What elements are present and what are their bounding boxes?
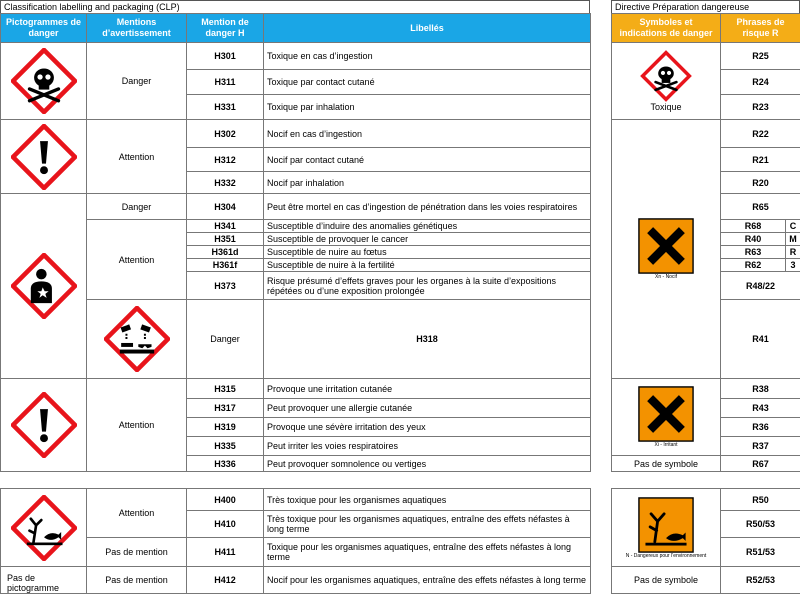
toxique-symbol-icon [640,50,692,102]
r-code: R25 [721,43,800,70]
h-label: Nocif en cas d’ingestion [264,120,591,148]
cmr-letter: 3 [786,259,800,272]
dpd-table [611,13,800,594]
table-row [1,379,591,399]
r-code: R36 [721,418,800,437]
table-row [1,43,591,70]
table-row [1,300,591,379]
no-symbol-label: Pas de symbole [612,456,721,472]
h-code: H304 [187,194,264,220]
health-hazard-icon [11,253,77,319]
xn-nocif-icon [638,218,694,274]
r-code: R20 [721,172,800,194]
h-code: H301 [187,43,264,70]
h-code: H315 [187,379,264,399]
xi-irritant-icon [638,386,694,442]
signal-word: Attention [87,379,187,472]
r-code: R22 [721,120,800,148]
header-pictogrammes: Pictogrammes de danger [1,14,87,43]
table-row [1,567,591,594]
h-label: Nocif par inhalation [264,172,591,194]
r-code: R67 [721,456,800,472]
r-code: R24 [721,70,800,95]
h-label: Susceptible de nuire à la fertilité [264,259,591,272]
h-code: H351 [187,233,264,246]
header-phrases: Phrases de risque R [721,14,800,43]
h-code: H411 [187,538,264,567]
h-label: Susceptible de nuire au fœtus [264,246,591,259]
h-label: Peut provoquer somnolence ou vertiges [264,456,591,472]
r-code: R23 [721,95,800,120]
h-label: Risque présumé d’effets graves pour les organes à la suite d’expositions répétées ou d’une exposition prolongée [264,272,591,300]
h-label: Provoque une irritation cutanée [264,379,591,399]
h-code: H410 [187,511,264,538]
h-label: Toxique en cas d’ingestion [264,43,591,70]
h-code: H318 [264,300,591,379]
r-code: R68 [721,220,786,233]
signal-word: Danger [87,194,187,220]
table-row [1,194,591,220]
h-code: H336 [187,456,264,472]
h-code: H302 [187,120,264,148]
r-code: R65 [721,194,800,220]
xn-caption: Xn - Nocif [655,274,677,280]
n-caption: N - Dangereux pour l’environnement [625,552,707,559]
table-row [1,489,591,511]
r-code: R40 [721,233,786,246]
table-row [612,43,800,70]
r-code: R52/53 [721,567,800,594]
cmr-letter: M [786,233,800,246]
signal-word: Pas de mention [87,538,187,567]
dpd-title: Directive Préparation dangereuse [611,0,800,13]
exclamation-mark-icon [11,392,77,458]
r-code: R38 [721,379,800,399]
signal-word: Danger [187,300,264,379]
symbol-cell [612,43,721,120]
symbol-cell [612,379,721,456]
h-label: Peut être mortel en cas d’ingestion de pénétration dans les voies respiratoires [264,194,591,220]
pictogram-cell [1,120,87,194]
h-label: Nocif par contact cutané [264,148,591,172]
r-code: R62 [721,259,786,272]
skull-crossbones-icon [11,48,77,114]
cmr-letter: R [786,246,800,259]
r-code: R50 [721,489,800,511]
h-label: Très toxique pour les organismes aquatiques, entraîne des effets néfastes à long terme [264,511,591,538]
h-label: Toxique par inhalation [264,95,591,120]
h-code: H400 [187,489,264,511]
cmr-letter: C [786,220,800,233]
clp-table [0,13,591,594]
header-mentions: Mentions d’avertissement [87,14,187,43]
h-code: H312 [187,148,264,172]
h-label: Très toxique pour les organismes aquatiques [264,489,591,511]
xi-caption: Xi - Irritant [654,442,678,448]
table-separator [1,472,591,489]
no-symbol-label: Pas de symbole [612,567,721,594]
signal-word: Attention [87,489,187,538]
no-pictogram-label: Pas de pictogramme [1,567,87,594]
r-code: R50/53 [721,511,800,538]
h-code: H331 [187,95,264,120]
r-code: R43 [721,399,800,418]
symbol-cell [612,120,721,379]
clp-title: Classification labelling and packaging (CLP) [0,0,590,13]
h-label: Nocif pour les organismes aquatiques, entraîne des effets néfastes à long terme [264,567,591,594]
signal-word: Pas de mention [87,567,187,594]
h-code: H412 [187,567,264,594]
pictogram-cell [1,43,87,120]
h-label: Toxique pour les organismes aquatiques, entraîne des effets néfastes à long terme [264,538,591,567]
h-label: Toxique par contact cutané [264,70,591,95]
signal-word: Danger [87,43,187,120]
r-code: R21 [721,148,800,172]
h-code: H317 [187,399,264,418]
table-row [1,120,591,148]
r-code: R48/22 [721,272,800,300]
n-environment-icon [638,497,694,553]
h-code: H341 [187,220,264,233]
table-row [1,220,591,233]
h-label: Susceptible de provoquer le cancer [264,233,591,246]
r-code: R51/53 [721,538,800,567]
h-code: H319 [187,418,264,437]
h-code: H361d [187,246,264,259]
toxique-caption: Toxique [650,102,682,112]
header-mention-h: Mention de danger H [187,14,264,43]
corrosion-icon [104,306,170,372]
exclamation-mark-icon [11,124,77,190]
pictogram-cell [1,489,87,567]
h-code: H361f [187,259,264,272]
signal-word: Attention [87,120,187,194]
table-row [1,538,591,567]
r-code: R41 [721,300,800,379]
h-label: Susceptible d’induire des anomalies génétiques [264,220,591,233]
symbol-cell [612,489,721,567]
header-symboles: Symboles et indications de danger [612,14,721,43]
h-code: H373 [187,272,264,300]
pictogram-cell [1,379,87,472]
pictogram-cell [87,300,187,379]
h-label: Peut irriter les voies respiratoires [264,437,591,456]
r-code: R63 [721,246,786,259]
signal-word: Attention [87,220,187,300]
pictogram-cell [1,194,87,379]
header-libelles: Libellés [264,14,591,43]
h-label: Peut provoquer une allergie cutanée [264,399,591,418]
h-code: H311 [187,70,264,95]
h-code: H335 [187,437,264,456]
environment-icon [11,495,77,561]
h-code: H332 [187,172,264,194]
h-label: Provoque une sévère irritation des yeux [264,418,591,437]
r-code: R37 [721,437,800,456]
